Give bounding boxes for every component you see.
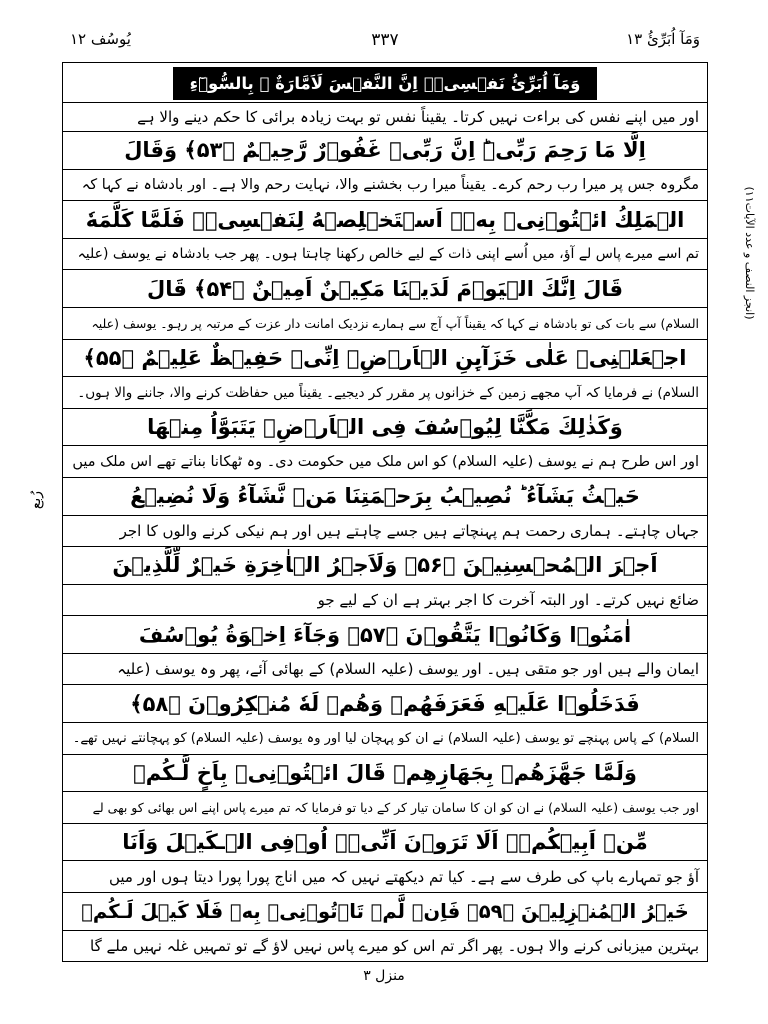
arabic-line: اِلَّا مَا رَحِمَ رَبِّىۡ‌ؕ اِنَّ رَبِّىۡ غَفُوۡرٌ رَّحِيۡمٌ ﴿۵۳﴾ وَقَالَ — [124, 138, 646, 163]
arabic-line: وَمَآ اُبَرِّئُ نَفۡسِىۡ‌ۚ اِنَّ النَّفۡسَ لَاَمَّارَةٌ ۢ بِالسُّوۡٓءِ — [173, 67, 597, 100]
arabic-line: مِّنۡ اَبِيۡكُمۡ‌ۚ اَلَا تَرَوۡنَ اَنِّىۡۤ اُوۡفِى الۡـكَيۡلَ وَاَنَا — [122, 830, 648, 855]
arabic-line: فَدَخَلُوۡا عَلَيۡهِ فَعَرَفَهُمۡ وَهُمۡ لَهٗ مُنۡكِرُوۡنَ ﴿۵۸﴾ — [130, 691, 640, 716]
urdu-translation: السلام) سے بات کی تو بادشاہ نے کہا کہ یقیناً آپ آج سے ہمارے نزدیک امانت دار عزت کے مرتبہ پر رہو۔ یوسف (علیہ — [63, 307, 707, 339]
urdu-translation: اور میں اپنے نفس کی براءت نہیں کرتا۔ یقیناً نفس تو بہت زیادہ برائی کا حکم دینے والا ہے — [63, 102, 707, 131]
verse-row — [63, 201, 707, 270]
arabic-line: اَجۡرَ الۡمُحۡسِنِيۡنَ ﴿۵۶﴾ وَلَاَجۡرُ الۡاٰخِرَةِ خَيۡرٌ لِّلَّذِيۡنَ — [112, 553, 658, 578]
margin-note: (انجز النصف و عدد الآيات۱۱) — [743, 186, 757, 320]
verse-row — [63, 63, 707, 132]
verse-row — [63, 340, 707, 409]
urdu-translation: بہترین میزبانی کرنے والا ہوں۔ پھر اگر تم اس کو میرے پاس نہیں لاؤ گے تو تمہیں غلہ نہیں ملے گا — [63, 930, 707, 962]
verse-row — [63, 755, 707, 824]
right-margin — [710, 62, 768, 342]
verse-row — [63, 547, 707, 616]
urdu-translation: تم اسے میرے پاس لے آؤ، میں اُسے اپنی ذات کے لیے خالص رکھنا چاہتا ہوں۔ پھر جب بادشاہ نے یوسف (علیہ — [63, 238, 707, 270]
page-number: ٣٣٧ — [371, 30, 399, 50]
verse-row — [63, 616, 707, 685]
manzil-footer: منزل ۳ — [363, 968, 405, 984]
verse-row — [63, 478, 707, 547]
urdu-translation: اور جب یوسف (علیہ السلام) نے ان کو ان کا سامان تیار کر کے دیا تو فرمایا کہ تم میرے پاس اپنے اس بھائی کو بھی لے — [63, 791, 707, 823]
juz-name: وَمَآ اُبَرِّئُ ١٣ — [626, 30, 700, 48]
verse-row — [63, 409, 707, 478]
urdu-translation: ضائع نہیں کرتے۔ اور البتہ آخرت کا اجر بہتر ہے ان کے لیے جو — [63, 584, 707, 616]
arabic-line: وَلَمَّا جَهَّزَهُمۡ بِجَهَازِهِمۡ قَالَ ائۡتُوۡنِىۡ بِاَخٍ لَّـكُمۡ — [133, 760, 637, 785]
urdu-translation: ایمان والے ہیں اور جو متقی ہیں۔ اور یوسف (علیہ السلام) کے بھائی آئے، پھر وہ یوسف (علیہ — [63, 653, 707, 685]
verse-row — [63, 270, 707, 339]
urdu-translation: جہاں چاہتے۔ ہماری رحمت ہم پہنچاتے ہیں جسے چاہتے ہیں اور ہم نیکی کرنے والوں کا اجر — [63, 515, 707, 547]
urdu-translation: آؤ جو تمہارے باپ کی طرف سے ہے۔ کیا تم دیکھتے نہیں کہ میں اناج پورا پورا دیتا ہوں اور میں — [63, 860, 707, 892]
urdu-translation: اور اس طرح ہم نے یوسف (علیہ السلام) کو اس ملک میں حکومت دی۔ وہ ٹھکانا بناتے تھے اس ملک میں — [63, 445, 707, 477]
arabic-line: حَيۡثُ يَشَآءُ‌ ؕ نُصِيۡبُ بِرَحۡمَتِنَا مَنۡ نَّشَآءُ‌ وَلَا نُضِيۡعُ — [130, 484, 640, 509]
arabic-line: اجۡعَلۡنِىۡ عَلٰى خَزَآٮِٕنِ الۡاَرۡضِ‌ۚ اِنِّىۡ حَفِيۡظٌ عَلِيۡمٌ ﴿۵۵﴾ — [83, 345, 687, 370]
urdu-translation: مگروہ جس پر میرا رب رحم کرے۔ یقیناً میرا رب بخشنے والا، نہایت رحم والا ہے۔ اور بادشاہ نے کہا کہ — [63, 169, 707, 201]
arabic-line: الۡمَلِكُ ائۡتُوۡنِىۡ بِهٖۤ اَسۡتَخۡلِصۡهُ لِنَفۡسِىۡ‌ۚ فَلَمَّا كَلَّمَهٗ — [85, 207, 685, 232]
arabic-line: وَكَذٰلِكَ مَكَّنَّا لِيُوۡسُفَ فِى الۡاَرۡضِ‌ۚ يَتَبَوَّاُ مِنۡهَا — [147, 415, 623, 440]
urdu-translation: السلام) کے پاس پہنچے تو یوسف (علیہ السلام) نے ان کو پہچان لیا اور وہ یوسف (علیہ السلام) کو پہچانتے نہیں تھے۔ — [63, 722, 707, 754]
verse-row — [63, 824, 707, 893]
arabic-line: خَيۡرُ الۡمُنۡزِلِيۡنَ ﴿۵۹﴾ فَاِنۡ لَّمۡ تَاۡتُوۡنِىۡ بِهٖ فَلَا كَيۡلَ لَـكُمۡ — [81, 899, 689, 923]
ruku-marker: رُبع — [28, 490, 44, 510]
text-frame — [62, 62, 708, 962]
verse-row — [63, 132, 707, 201]
page-header — [70, 30, 700, 56]
surah-name: يُوسُف ١٢ — [70, 30, 131, 48]
urdu-translation: السلام) نے فرمایا کہ آپ مجھے زمین کے خزانوں پر مقرر کر دیجیے۔ یقیناً میں حفاظت کرنے والا، جاننے والا ہوں۔ — [63, 376, 707, 408]
arabic-line: قَالَ اِنَّكَ الۡيَوۡمَ لَدَيۡنَا مَكِيۡنٌ اَمِيۡنٌ ﴿۵۴﴾ قَالَ — [146, 276, 624, 301]
arabic-line: اٰمَنُوۡا وَكَانُوۡا يَتَّقُوۡنَ ﴿۵۷﴾ وَجَآءَ اِخۡوَةُ يُوۡسُفَ — [138, 622, 632, 647]
verse-row — [63, 893, 707, 961]
verse-row — [63, 685, 707, 754]
